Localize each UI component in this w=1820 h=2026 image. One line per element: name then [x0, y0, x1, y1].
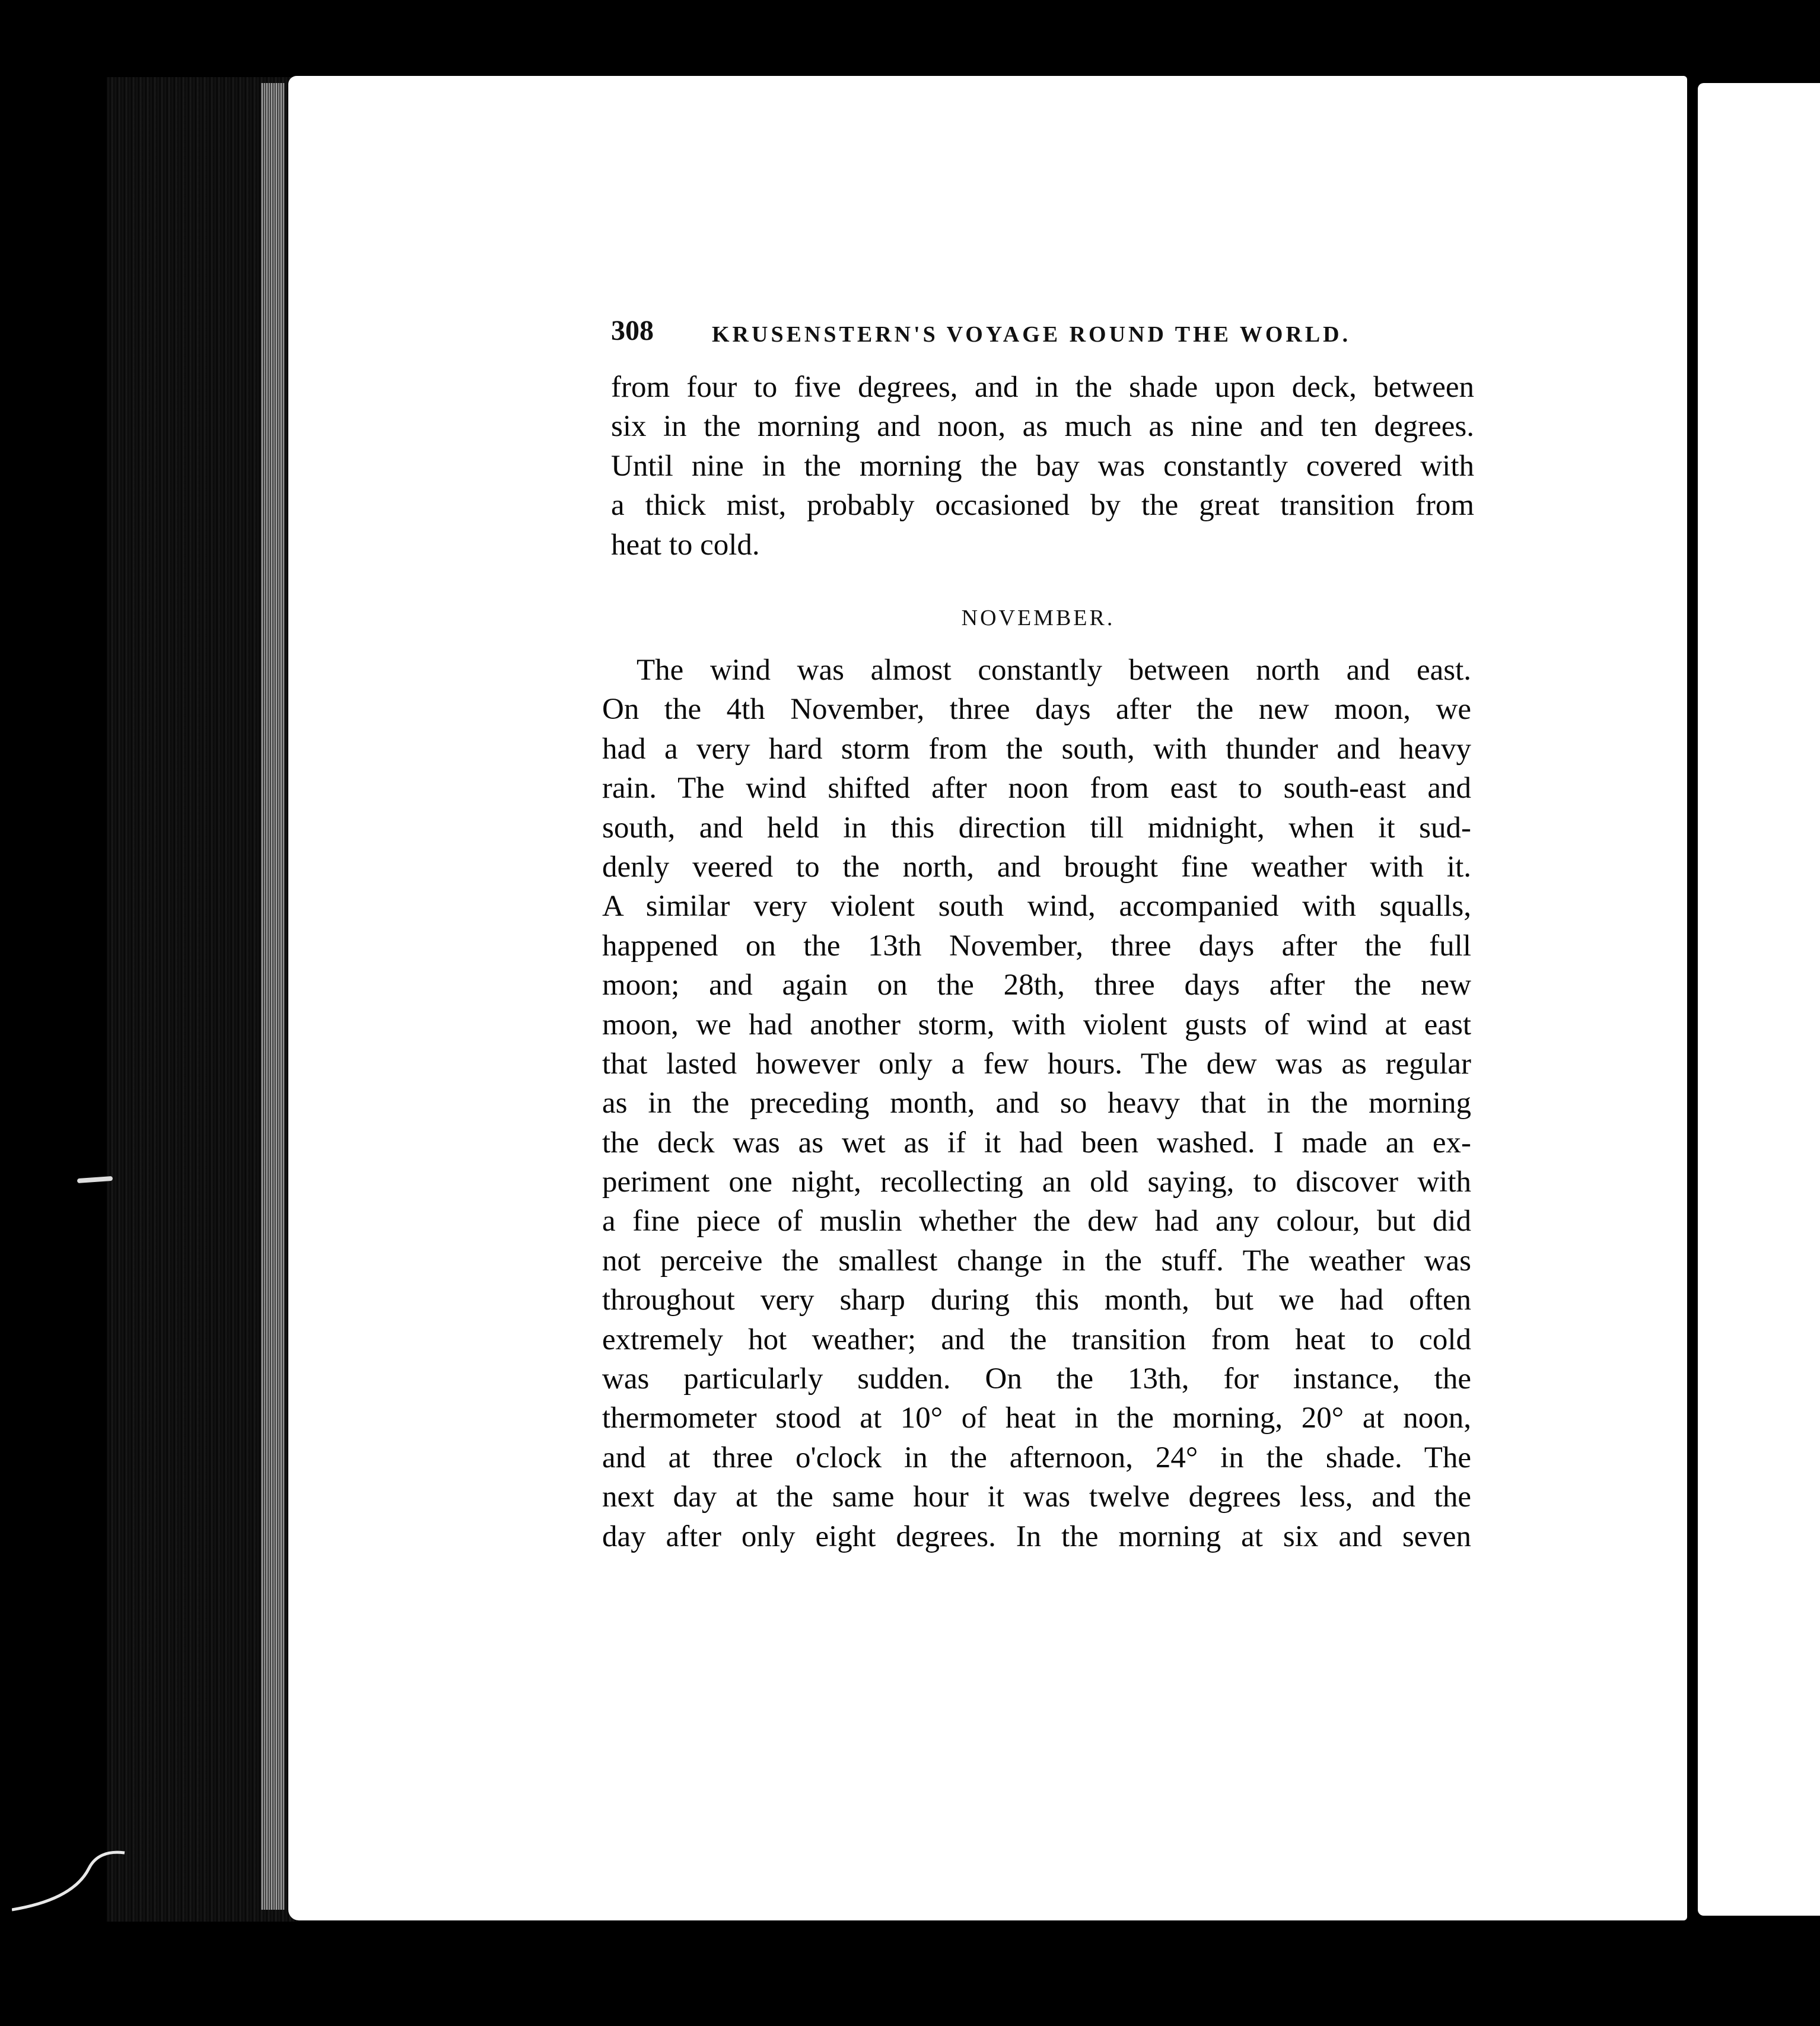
text-line: moon, we had another storm, with violent gusts of wind at east	[602, 1008, 1471, 1041]
text-line: periment one night, recollecting an old saying, to discover with	[602, 1165, 1471, 1199]
text-line: next day at the same hour it was twelve degrees less, and the	[602, 1480, 1471, 1514]
text-line: south, and held in this direction till midnight, when it sud-	[602, 811, 1471, 845]
page-header	[611, 314, 1382, 356]
running-title: KRUSENSTERN'S VOYAGE ROUND THE WORLD.	[712, 322, 1351, 347]
text-line: as in the preceding month, and so heavy that in the morning	[602, 1087, 1471, 1120]
text-line: The wind was almost constantly between north and east.	[637, 654, 1471, 687]
text-line: day after only eight degrees. In the morning at six and seven	[602, 1520, 1471, 1553]
text-line: not perceive the smallest change in the stuff. The weather was	[602, 1244, 1471, 1278]
text-line: that lasted however only a few hours. The dew was as regular	[602, 1047, 1471, 1081]
page-number: 308	[611, 315, 654, 346]
text-line: thermometer stood at 10° of heat in the morning, 20° at noon,	[602, 1401, 1471, 1435]
text-line: a thick mist, probably occasioned by the great transition from	[611, 489, 1474, 523]
text-line: and at three o'clock in the afternoon, 24° in the shade. The	[602, 1441, 1471, 1474]
text-line: the deck was as wet as if it had been washed. I made an ex-	[602, 1126, 1471, 1159]
section-heading: NOVEMBER.	[961, 606, 1115, 630]
facing-page	[1698, 83, 1820, 1916]
text-line: rain. The wind shifted after noon from east to south-east and	[602, 772, 1471, 805]
margin-pen-stroke	[12, 1845, 131, 1928]
text-line: happened on the 13th November, three days after the full	[602, 929, 1471, 963]
text-line: heat to cold.	[611, 528, 760, 562]
text-line: had a very hard storm from the south, with thunder and heavy	[602, 732, 1471, 766]
text-line: was particularly sudden. On the 13th, for instance, the	[602, 1362, 1471, 1396]
continuation-paragraph	[611, 368, 1474, 565]
page-edges	[261, 83, 285, 1910]
text-line: moon; and again on the 28th, three days after the new	[602, 969, 1471, 1002]
text-line: six in the morning and noon, as much as nine and ten degrees.	[611, 410, 1474, 444]
text-line: from four to five degrees, and in the shade upon deck, between	[611, 371, 1474, 404]
text-line: throughout very sharp during this month, but we had often	[602, 1283, 1471, 1317]
text-line: extremely hot weather; and the transition from heat to cold	[602, 1323, 1471, 1356]
text-line: Until nine in the morning the bay was constantly covered with	[611, 449, 1474, 483]
text-line: A similar very violent south wind, accompanied with squalls,	[602, 890, 1471, 923]
november-paragraph	[602, 651, 1471, 1556]
text-line: a fine piece of muslin whether the dew had any colour, but did	[602, 1205, 1471, 1238]
text-line: denly veered to the north, and brought fine weather with it.	[602, 850, 1471, 884]
page-gutter	[1688, 76, 1698, 1920]
text-line: On the 4th November, three days after the new moon, we	[602, 693, 1471, 727]
